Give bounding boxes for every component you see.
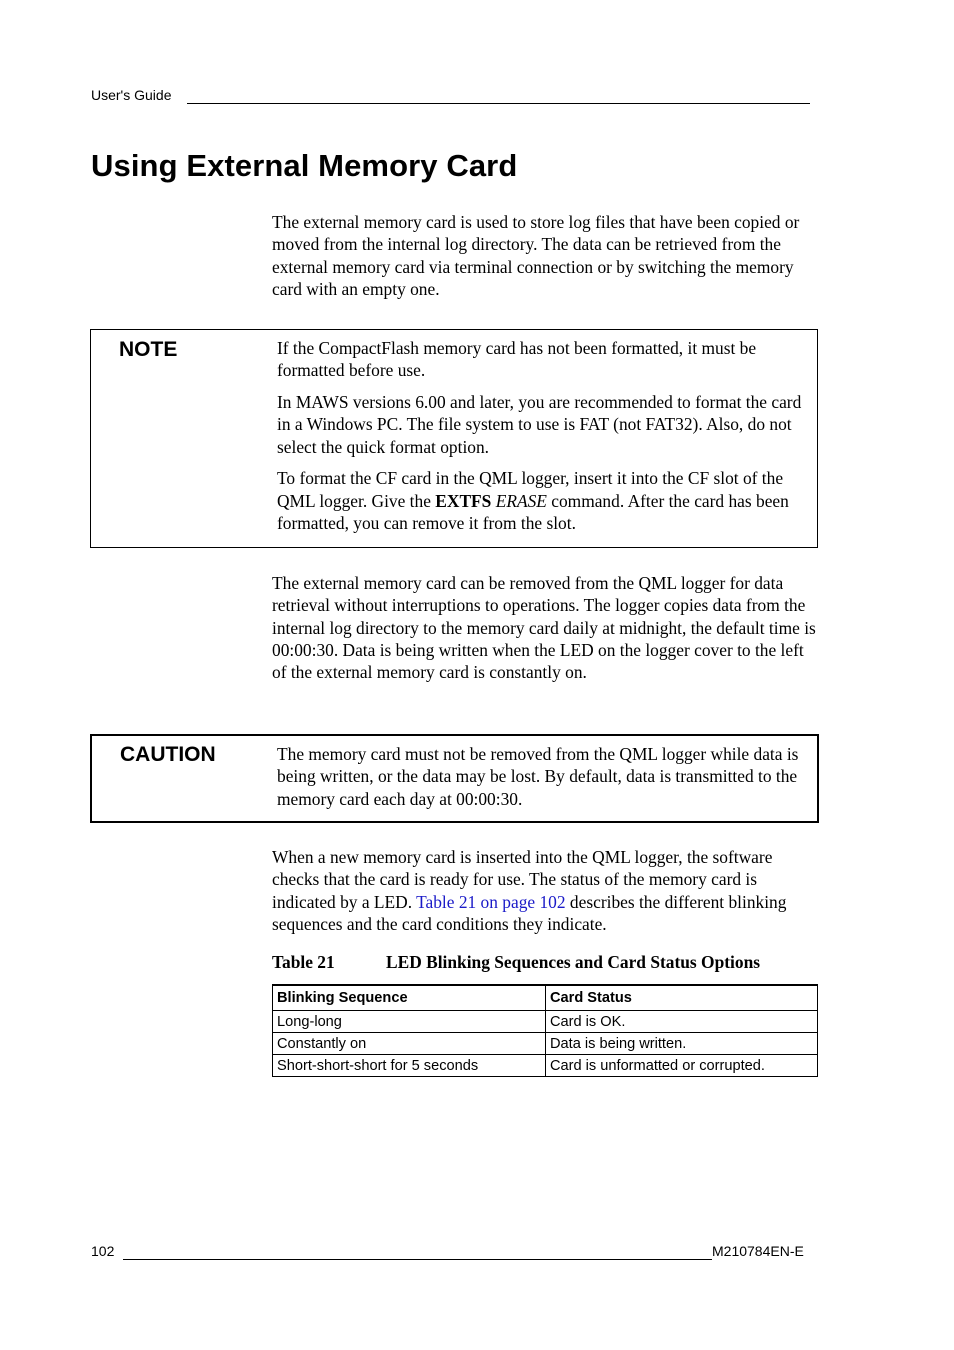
document-code: M210784EN-E	[712, 1243, 804, 1259]
extfs-command: EXTFS	[435, 490, 492, 511]
page-title: Using External Memory Card	[91, 148, 518, 183]
caution-label: CAUTION	[120, 743, 216, 766]
status-text-after: describes the different blinking sequences and the card conditions they indicate.	[272, 891, 787, 934]
note-text	[277, 337, 813, 534]
caution-text: The memory card must not be removed from the QML logger while data is being written, or the data may be lost. By default, data is transmitted to the memory card each day at 00:00:30.	[277, 744, 799, 809]
table-cell: Data is being written.	[546, 1033, 818, 1055]
note-paragraph-2: In MAWS versions 6.00 and later, you are recommended to format the card in a Windows PC. The file system to use is FAT (not FAT32). Also, do not select the quick format option.	[277, 392, 802, 457]
table-cell: Short-short-short for 5 seconds	[273, 1055, 546, 1077]
note-paragraph-1: If the CompactFlash memory card has not been formatted, it must be formatted before use.	[277, 338, 757, 381]
page-number: 102	[91, 1243, 115, 1259]
note-paragraph-3	[277, 467, 813, 534]
status-paragraph	[272, 846, 818, 935]
note-label: NOTE	[119, 338, 178, 361]
table-cell: Card is OK.	[546, 1011, 818, 1033]
table-cell: Card is unformatted or corrupted.	[546, 1055, 818, 1077]
status-text-before: When a new memory card is inserted into the QML logger, the software checks that the card is ready for use. The status of the memory card is indicated by a LED.	[272, 847, 773, 912]
table-row	[273, 1011, 818, 1033]
removal-paragraph: The external memory card can be removed from the QML logger for data retrieval without interruptions to operations. The logger copies data from the internal log directory to the memory card daily at midnight, the default time is 00:00:30. Data is being written when the LED on the logger cover to the left of the external memory card is constantly on.	[272, 573, 816, 683]
caution-box	[90, 734, 819, 823]
header-rule	[187, 103, 810, 104]
table-caption-title: LED Blinking Sequences and Card Status Options	[386, 952, 761, 972]
note-p3-before: To format the CF card in the QML logger, insert it into the CF slot of the QML logger. Give the	[277, 468, 784, 511]
table-caption	[272, 952, 760, 973]
footer-rule	[123, 1259, 712, 1260]
running-header: User's Guide	[91, 87, 172, 103]
table-header-row	[273, 985, 818, 1011]
table-row	[273, 1033, 818, 1055]
column-header-blinking-sequence: Blinking Sequence	[273, 985, 546, 1011]
table-row	[273, 1055, 818, 1077]
note-p3-after: command. After the card has been formatted, you can remove it from the slot.	[277, 490, 789, 534]
intro-paragraph: The external memory card is used to store log files that have been copied or moved from the internal log directory. The data can be retrieved from the external memory card via terminal connection or by switching the memory card with an empty one.	[272, 212, 800, 299]
table-cell: Long-long	[273, 1011, 546, 1033]
table-caption-number: Table 21	[272, 952, 335, 972]
table-cell: Constantly on	[273, 1033, 546, 1055]
led-status-table	[272, 984, 818, 1077]
erase-argument: ERASE	[495, 490, 547, 511]
table-21-link[interactable]: Table 21 on page 102	[416, 891, 566, 912]
column-header-card-status: Card Status	[546, 985, 818, 1011]
note-box	[90, 329, 818, 548]
